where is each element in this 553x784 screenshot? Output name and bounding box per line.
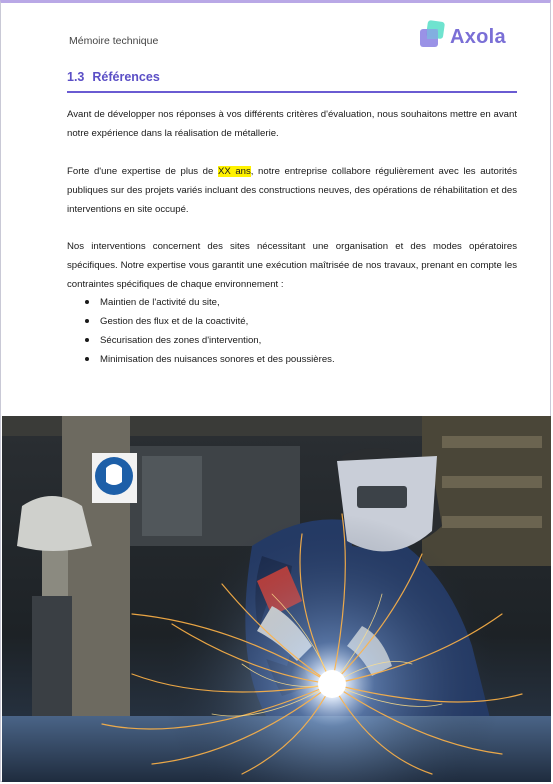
axola-logo <box>418 20 518 56</box>
experience-paragraph <box>67 162 517 219</box>
highlighted-years: XX ans <box>217 166 251 177</box>
intro-paragraph: Avant de développer nos réponses à vos différents critères d'évaluation, nous souhaitons mettre en avant notre expérience dans la réalisation de métallerie. <box>67 109 517 139</box>
axola-logo-icon <box>418 20 448 52</box>
bullet-icon <box>85 338 89 342</box>
section-number: 1.3 <box>67 70 85 84</box>
section-heading <box>67 70 517 84</box>
document-header-label: Mémoire technique <box>69 35 159 47</box>
bullet-icon <box>85 300 89 304</box>
interventions-paragraph: Nos interventions concernent des sites nécessitant une organisation et des modes opératoires spécifiques. Notre expertise vous garantit une exécution maîtrisée de nos travaux, prenant en compte les contraintes spécifiques de chaque environnement : <box>67 241 517 290</box>
welding-scene-illustration <box>2 416 551 782</box>
logo-wordmark: Axola <box>450 26 506 48</box>
constraints-list <box>67 293 517 369</box>
section-title: Références <box>92 70 160 84</box>
list-item: Minimisation des nuisances sonores et des poussières. <box>67 350 517 369</box>
experience-text-start: Forte d'une expertise de plus de <box>67 166 218 177</box>
list-item: Sécurisation des zones d'intervention, <box>67 331 517 350</box>
bullet-icon <box>85 319 89 323</box>
list-item: Gestion des flux et de la coactivité, <box>67 312 517 331</box>
bullet-icon <box>85 357 89 361</box>
welder-at-work-image <box>2 416 551 782</box>
list-item: Maintien de l'activité du site, <box>67 293 517 312</box>
experience-text-end: , notre entreprise collabore régulièrement avec les autorités publiques sur des projets variés incluant des constructions neuves, des opérations de réhabilitation et des interventions en site occupé. <box>67 166 517 215</box>
heading-underline <box>67 91 517 93</box>
